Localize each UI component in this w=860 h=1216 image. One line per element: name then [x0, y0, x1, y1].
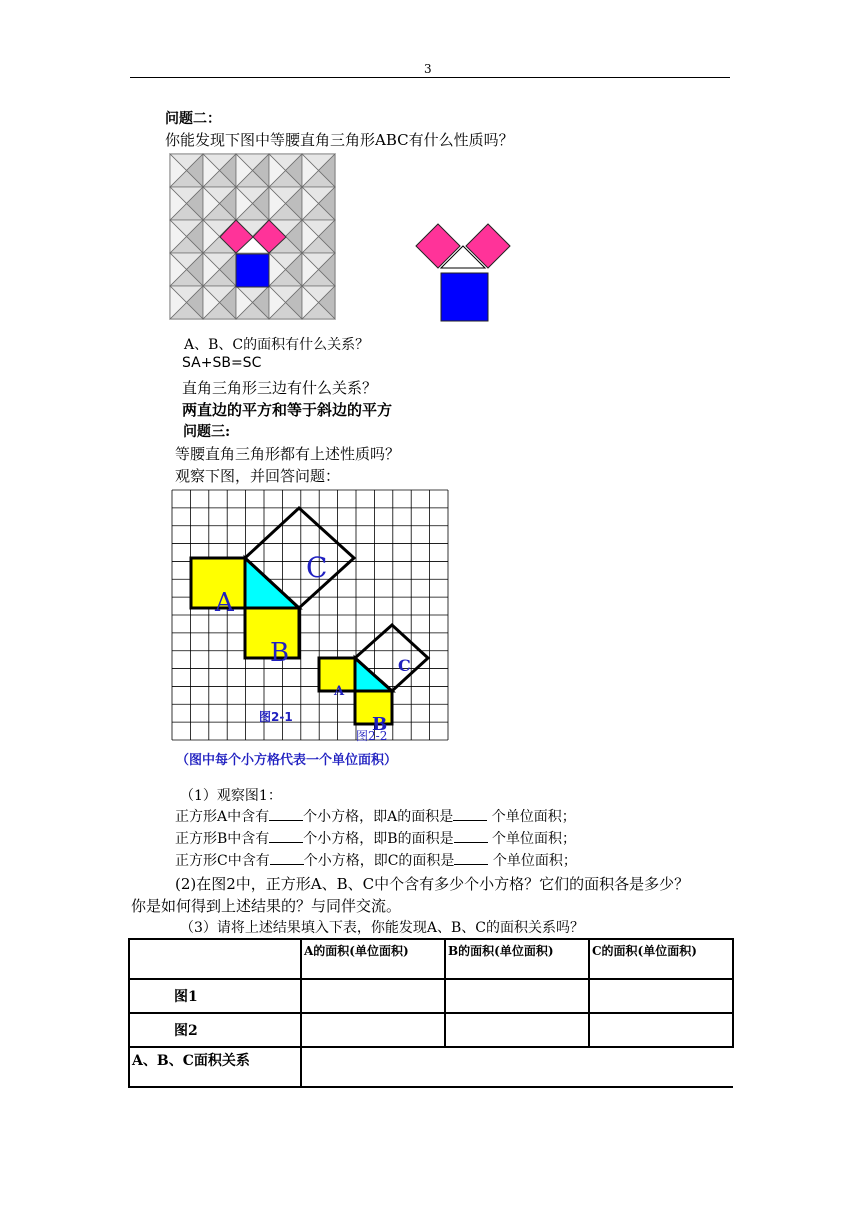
page-number: 3: [424, 62, 432, 76]
cell-fig1-a[interactable]: [301, 979, 445, 1013]
header-rule: [130, 77, 730, 78]
line-c-text1: 正方形C中含有: [175, 853, 270, 869]
part2-line1: (2)在图2中，正方形A、B、C中个含有多少个小方格？它们的面积各是多少？: [175, 875, 690, 893]
line-a-text2: 个小方格，即A的面积是: [303, 809, 454, 825]
line-b-text2: 个小方格，即B的面积是: [303, 831, 454, 847]
blank-c-count[interactable]: [270, 852, 304, 865]
grid-lines: [172, 490, 448, 740]
line-c-text3: 个单位面积；: [488, 853, 577, 869]
problem2-question: 你能发现下图中等腰直角三角形ABC有什么性质吗？: [165, 131, 514, 149]
problem3-question: 等腰直角三角形都有上述性质吗？: [175, 445, 401, 463]
tiled-triangle-figure: [170, 154, 336, 324]
label-c-small: C: [398, 656, 411, 675]
label-a-big: A: [215, 588, 234, 618]
blank-b-area[interactable]: [454, 830, 488, 843]
label-b-small: B: [372, 714, 388, 735]
blank-b-count[interactable]: [269, 830, 303, 843]
fig2-caption: 图2-2: [356, 729, 388, 743]
cell-fig1-c[interactable]: [589, 979, 733, 1013]
line-a-text1: 正方形A中含有: [175, 809, 270, 825]
table-header-row: [129, 939, 733, 979]
cell-fig2-b[interactable]: [445, 1013, 589, 1047]
line-b-text3: 个单位面积；: [487, 831, 577, 847]
square-triangle-figure: [414, 224, 524, 324]
part3-text: （3）请将上述结果填入下表，你能发现A、B、C的面积关系吗？: [180, 920, 585, 936]
sides-answer: 两直边的平方和等于斜边的平方: [182, 401, 393, 419]
cell-fig2-c[interactable]: [589, 1013, 733, 1047]
table-row: [129, 1047, 733, 1087]
problem3-title: 问题三:: [183, 424, 231, 440]
cell-fig2-a[interactable]: [301, 1013, 445, 1047]
cell-relation[interactable]: [301, 1047, 733, 1087]
part2-line2: 你是如何得到上述结果的？与同伴交流。: [131, 897, 402, 915]
blank-c-area[interactable]: [454, 852, 488, 865]
blank-a-area[interactable]: [453, 808, 487, 821]
area-question: A、B、C的面积有什么关系？: [184, 337, 370, 353]
area-answer: SA+SB=SC: [182, 355, 262, 371]
sides-question: 直角三角形三边有什么关系？: [182, 379, 378, 397]
cell-fig1-b[interactable]: [445, 979, 589, 1013]
line-a: [175, 806, 576, 826]
problem2-title: 问题二：: [165, 111, 221, 127]
label-a-small: A: [334, 684, 345, 699]
table-row: [129, 1013, 733, 1047]
label-c-big: C: [306, 551, 328, 584]
fig1-caption: 图2-1: [259, 710, 293, 724]
tile-square-c-blue: [236, 254, 269, 287]
row-label-fig1: 图1: [129, 979, 301, 1013]
part1-title: （1）观察图1：: [180, 788, 282, 804]
table-header-a: A的面积(单位面积): [301, 939, 445, 979]
table-header-empty: [129, 939, 301, 979]
answer-table: [128, 938, 734, 1088]
figure-caption: （图中每个小方格代表一个单位面积）: [176, 753, 398, 768]
row-label-fig2: 图2: [129, 1013, 301, 1047]
blank-a-count[interactable]: [269, 808, 303, 821]
label-b-big: B: [270, 638, 290, 668]
line-b-text1: 正方形B中含有: [175, 831, 270, 847]
line-a-text3: 个单位面积；: [487, 809, 576, 825]
table-row: [129, 979, 733, 1013]
row-label-relation: A、B、C面积关系: [129, 1047, 301, 1087]
line-c: [175, 850, 577, 870]
table-header-b: B的面积(单位面积): [445, 939, 589, 979]
problem3-instruction: 观察下图，并回答问题：: [175, 467, 341, 485]
table-header-c: C的面积(单位面积): [589, 939, 733, 979]
line-b: [175, 828, 576, 848]
line-c-text2: 个小方格，即C的面积是: [303, 853, 455, 869]
square-c-blue: [441, 273, 488, 321]
grid-figure: [172, 490, 448, 743]
